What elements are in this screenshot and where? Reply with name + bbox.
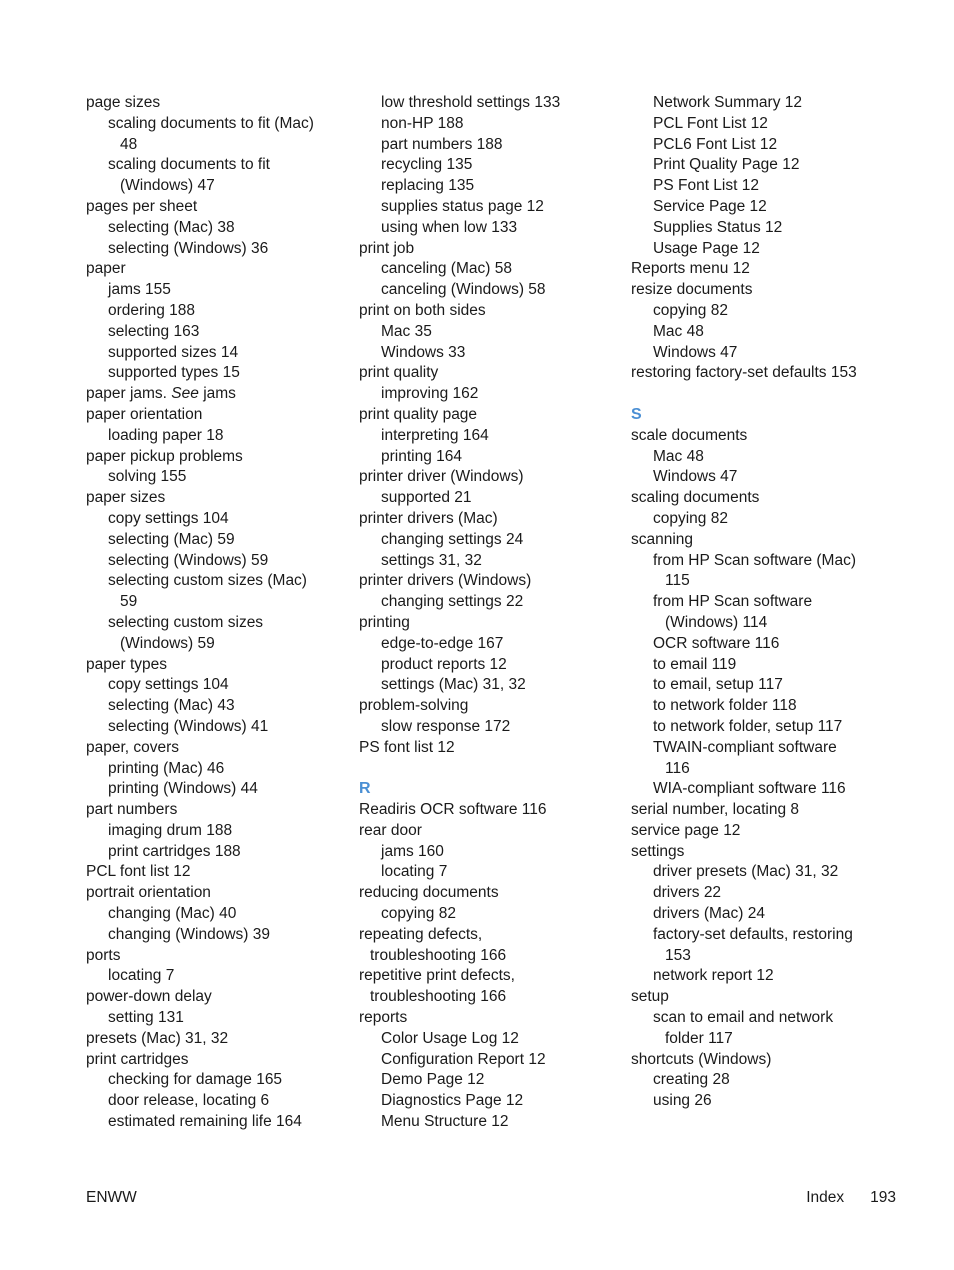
footer-doc-code: ENWW xyxy=(86,1189,137,1206)
index-subentry: OCR software 116 xyxy=(653,634,780,652)
index-subentry: Service Page 12 xyxy=(653,197,767,215)
index-subentry: selecting (Mac) 43 xyxy=(108,697,235,715)
index-subentry: using 26 xyxy=(653,1092,712,1110)
index-subentry: Windows 47 xyxy=(653,468,738,486)
index-subentry: Windows 33 xyxy=(381,343,466,361)
index-entry: scaling documents xyxy=(631,489,760,507)
footer-section-name: Index xyxy=(806,1189,845,1206)
section-spacer xyxy=(359,759,621,780)
index-subentry: to email, setup 117 xyxy=(653,676,783,694)
index-subentry: printing 164 xyxy=(381,447,463,465)
index-subentry: changing (Mac) 40 xyxy=(108,905,237,923)
index-subentry: low threshold settings 133 xyxy=(381,94,561,111)
index-subentry: Mac 48 xyxy=(653,447,704,465)
index-entry: service page 12 xyxy=(631,821,741,839)
index-subentry: factory-set defaults, restoring xyxy=(653,925,853,943)
index-subentry: scaling documents to fit (Mac) xyxy=(108,114,314,132)
index-subentry: scaling documents to fit xyxy=(108,156,270,174)
index-subentry: to network folder 118 xyxy=(653,697,797,715)
index-subentry: network report 12 xyxy=(653,967,774,985)
index-column-2 xyxy=(359,93,621,1133)
index-subentry: selecting (Mac) 59 xyxy=(108,530,235,548)
index-subentry: Menu Structure 12 xyxy=(381,1113,509,1131)
page-number: 193 xyxy=(870,1189,896,1206)
index-letter-heading: S xyxy=(631,405,642,423)
index-subentry: settings (Mac) 31, 32 xyxy=(381,676,526,694)
index-entry: scanning xyxy=(631,530,694,548)
see-reference: See xyxy=(171,385,199,403)
index-subentry: troubleshooting 166 xyxy=(370,988,507,1006)
index-entry: repeating defects, xyxy=(359,925,483,943)
index-entry: PCL font list 12 xyxy=(86,863,191,881)
index-subentry: driver presets (Mac) 31, 32 xyxy=(653,863,839,881)
index-entry: rear door xyxy=(359,821,422,839)
index-subentry: drivers (Mac) 24 xyxy=(653,905,765,923)
index-subentry: changing settings 24 xyxy=(381,530,524,548)
index-subentry: selecting 163 xyxy=(108,322,200,340)
index-subentry: Network Summary 12 xyxy=(653,94,803,111)
index-subentry: printing (Mac) 46 xyxy=(108,759,225,777)
index-entry: printing xyxy=(359,613,410,631)
index-subentry: canceling (Mac) 58 xyxy=(381,260,512,278)
index-subentry: Mac 35 xyxy=(381,322,432,340)
index-subentry: door release, locating 6 xyxy=(108,1092,270,1110)
index-entry: part numbers xyxy=(86,801,178,819)
index-subentry: from HP Scan software xyxy=(653,593,813,611)
index-entry: paper, covers xyxy=(86,738,180,756)
index-subentry: scan to email and network xyxy=(653,1009,834,1027)
index-entry: paper orientation xyxy=(86,405,203,423)
index-entry: serial number, locating 8 xyxy=(631,801,800,819)
index-entry: printer drivers (Windows) xyxy=(359,572,532,590)
index-subentry: interpreting 164 xyxy=(381,426,489,444)
index-subentry: locating 7 xyxy=(381,863,448,881)
index-subentry: ordering 188 xyxy=(108,301,196,319)
index-subentry: from HP Scan software (Mac) xyxy=(653,551,856,569)
index-subentry: WIA-compliant software 116 xyxy=(653,780,846,798)
index-entry: paper sizes xyxy=(86,489,166,507)
index-subentry: selecting custom sizes (Mac) xyxy=(108,572,307,590)
index-subentry: printing (Windows) 44 xyxy=(108,780,258,798)
index-subentry: troubleshooting 166 xyxy=(370,946,507,964)
index-entry: print quality page xyxy=(359,405,478,423)
index-subentry: selecting (Windows) 59 xyxy=(108,551,269,569)
index-subentry: solving 155 xyxy=(108,468,187,486)
index-entry: reports xyxy=(359,1009,408,1027)
index-subentry: supported types 15 xyxy=(108,364,240,382)
index-subentry: product reports 12 xyxy=(381,655,507,673)
index-subentry: jams 155 xyxy=(108,281,171,299)
index-subentry: copy settings 104 xyxy=(108,509,229,527)
index-entry: shortcuts (Windows) xyxy=(631,1050,772,1068)
index-subentry: supplies status page 12 xyxy=(381,197,544,215)
index-entry: Readiris OCR software 116 xyxy=(359,801,547,819)
index-entry: paper xyxy=(86,260,126,278)
index-entry: Reports menu 12 xyxy=(631,260,750,278)
index-subentry: creating 28 xyxy=(653,1071,730,1089)
index-subentry: (Windows) 47 xyxy=(120,177,215,195)
index-subentry: Configuration Report 12 xyxy=(381,1050,546,1068)
index-subentry: selecting (Windows) 36 xyxy=(108,239,269,257)
index-entry: setup xyxy=(631,988,669,1006)
index-subentry: TWAIN-compliant software xyxy=(653,738,837,756)
index-subentry: copy settings 104 xyxy=(108,676,229,694)
index-subentry: replacing 135 xyxy=(381,177,475,195)
index-subentry: setting 131 xyxy=(108,1009,184,1027)
index-entry: PS font list 12 xyxy=(359,738,455,756)
index-entry: power-down delay xyxy=(86,988,212,1006)
index-entry: print on both sides xyxy=(359,301,486,319)
index-subentry: PCL6 Font List 12 xyxy=(653,135,778,153)
index-subentry: improving 162 xyxy=(381,385,479,403)
index-subentry: (Windows) 114 xyxy=(665,613,768,631)
footer-page-info xyxy=(806,1188,896,1208)
index-subentry: estimated remaining life 164 xyxy=(108,1113,302,1131)
index-entry: pages per sheet xyxy=(86,197,198,215)
index-entry: presets (Mac) 31, 32 xyxy=(86,1029,229,1047)
index-entry: problem-solving xyxy=(359,697,469,715)
index-subentry: Windows 47 xyxy=(653,343,738,361)
index-entry: scale documents xyxy=(631,426,748,444)
index-entry: printer drivers (Mac) xyxy=(359,509,498,527)
index-entry: restoring factory-set defaults 153 xyxy=(631,364,857,382)
index-subentry: Color Usage Log 12 xyxy=(381,1029,519,1047)
index-subentry: Usage Page 12 xyxy=(653,239,760,257)
index-subentry: 48 xyxy=(120,135,138,153)
index-column-3 xyxy=(631,93,911,1112)
index-subentry: to network folder, setup 117 xyxy=(653,717,843,735)
index-subentry: selecting (Windows) 41 xyxy=(108,717,269,735)
index-subentry: changing settings 22 xyxy=(381,593,524,611)
index-subentry: loading paper 18 xyxy=(108,426,224,444)
index-subentry: 116 xyxy=(665,759,690,777)
index-subentry: selecting (Mac) 38 xyxy=(108,218,235,236)
index-letter-heading: R xyxy=(359,780,371,798)
index-subentry: locating 7 xyxy=(108,967,175,985)
index-entry: settings xyxy=(631,842,685,860)
index-subentry: recycling 135 xyxy=(381,156,473,174)
index-subentry: supported sizes 14 xyxy=(108,343,239,361)
index-subentry: folder 117 xyxy=(665,1029,733,1047)
index-subentry: canceling (Windows) 58 xyxy=(381,281,546,299)
index-subentry: Demo Page 12 xyxy=(381,1071,485,1089)
index-subentry: selecting custom sizes xyxy=(108,613,264,631)
index-subentry: (Windows) 59 xyxy=(120,634,215,652)
index-subentry: 59 xyxy=(120,593,138,611)
index-subentry: imaging drum 188 xyxy=(108,821,233,839)
index-entry: resize documents xyxy=(631,281,753,299)
index-subentry: 115 xyxy=(665,572,690,590)
index-subentry: Diagnostics Page 12 xyxy=(381,1092,524,1110)
index-subentry: copying 82 xyxy=(653,509,728,527)
index-subentry: using when low 133 xyxy=(381,218,518,236)
index-subentry: Mac 48 xyxy=(653,322,704,340)
index-subentry: 153 xyxy=(665,946,691,964)
index-entry: paper types xyxy=(86,655,167,673)
index-subentry: Print Quality Page 12 xyxy=(653,156,800,174)
index-subentry: to email 119 xyxy=(653,655,737,673)
index-entry: print quality xyxy=(359,364,439,382)
index-subentry: jams 160 xyxy=(381,842,444,860)
index-subentry: Supplies Status 12 xyxy=(653,218,783,236)
section-spacer xyxy=(631,384,911,405)
index-subentry: supported 21 xyxy=(381,489,472,507)
index-entry: repetitive print defects, xyxy=(359,967,515,985)
index-subentry: copying 82 xyxy=(381,905,456,923)
index-entry: paper jams. See jams xyxy=(86,385,236,403)
index-entry: printer driver (Windows) xyxy=(359,468,524,486)
index-subentry: PS Font List 12 xyxy=(653,177,759,195)
index-subentry: print cartridges 188 xyxy=(108,842,241,860)
index-entry: reducing documents xyxy=(359,884,499,902)
index-column-1 xyxy=(86,93,348,1133)
index-subentry: non-HP 188 xyxy=(381,114,464,132)
index-entry: portrait orientation xyxy=(86,884,211,902)
index-entry: print cartridges xyxy=(86,1050,189,1068)
index-entry: page sizes xyxy=(86,94,161,111)
index-subentry: changing (Windows) 39 xyxy=(108,925,270,943)
index-subentry: PCL Font List 12 xyxy=(653,114,768,132)
index-subentry: settings 31, 32 xyxy=(381,551,482,569)
index-entry: paper pickup problems xyxy=(86,447,243,465)
index-subentry: checking for damage 165 xyxy=(108,1071,283,1089)
index-entry: print job xyxy=(359,239,415,257)
index-subentry: drivers 22 xyxy=(653,884,722,902)
index-subentry: slow response 172 xyxy=(381,717,511,735)
index-subentry: edge-to-edge 167 xyxy=(381,634,504,652)
index-subentry: copying 82 xyxy=(653,301,728,319)
index-subentry: part numbers 188 xyxy=(381,135,503,153)
index-entry: ports xyxy=(86,946,121,964)
